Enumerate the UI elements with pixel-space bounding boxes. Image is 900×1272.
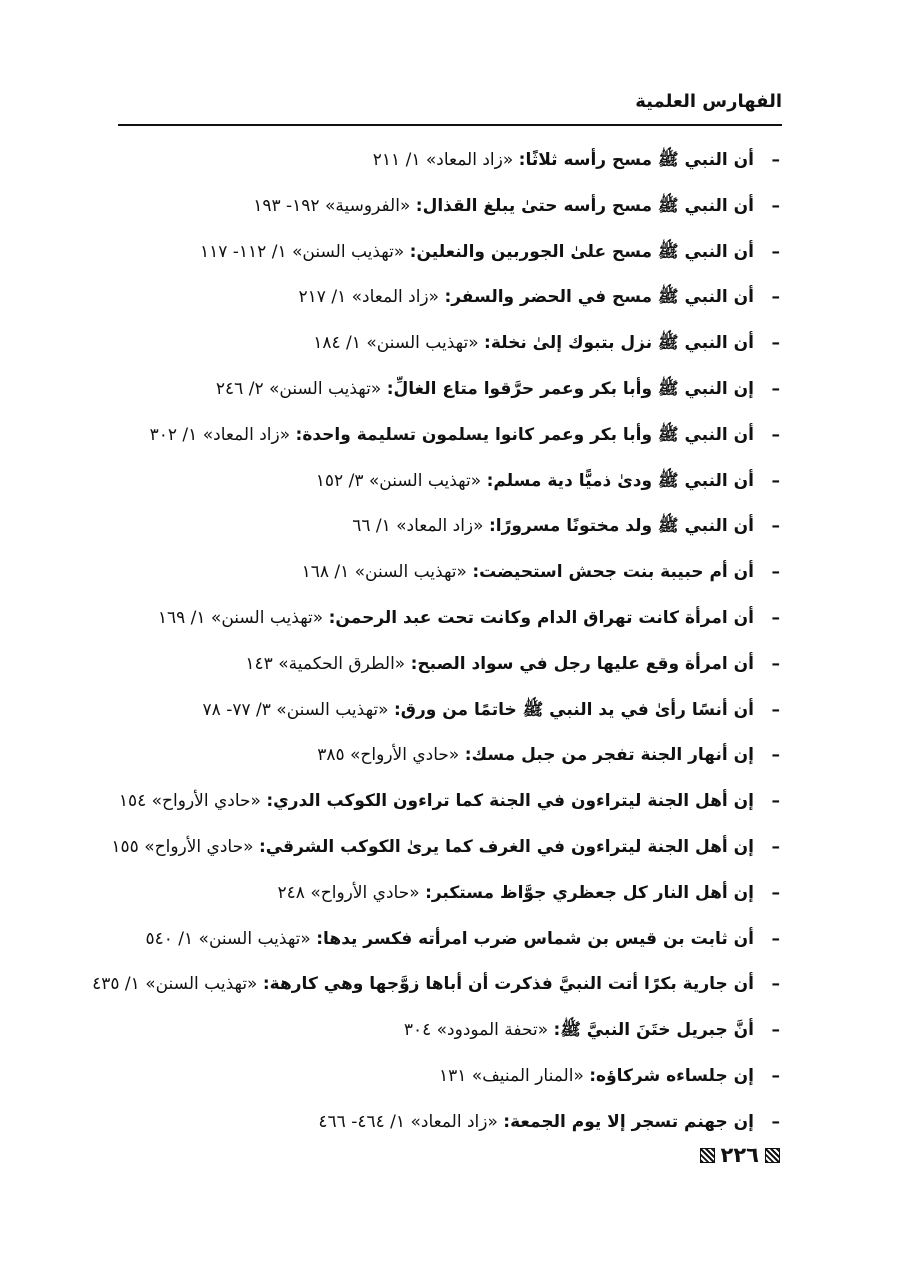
entry-source-reference: «زاد المعاد» ١/ ٢١٧ xyxy=(298,287,440,308)
index-entry xyxy=(100,871,780,917)
entry-source-reference: «حادي الأرواح» ٢٤٨ xyxy=(277,882,420,903)
entry-dash-icon: – xyxy=(771,836,780,857)
entry-hadith-text: إن جهنم تسجر إلا يوم الجمعة: xyxy=(503,1111,754,1132)
index-entry xyxy=(100,688,780,734)
entry-source-reference: «تهذيب السنن» ١/ ١٦٩ xyxy=(157,607,324,628)
entry-dash-icon: – xyxy=(771,745,780,766)
entry-source-reference: «حادي الأرواح» ١٥٥ xyxy=(111,836,254,857)
entry-dash-icon: – xyxy=(771,562,780,583)
entry-hadith-text: أن امرأة كانت تهراق الدام وكانت تحت عبد الرحمن: xyxy=(328,607,754,628)
page-number: ٢٢٦ xyxy=(720,1143,759,1167)
entry-dash-icon: – xyxy=(771,653,780,674)
entry-dash-icon: – xyxy=(771,791,780,812)
index-entry xyxy=(100,1008,780,1054)
entry-dash-icon: – xyxy=(771,928,780,949)
entry-hadith-text: إن النبي ﷺ وأبا بكر وعمر حرَّقوا متاع الغالِّ: xyxy=(386,378,754,399)
entry-source-reference: «زاد المعاد» ١/ ٢١١ xyxy=(372,150,514,170)
entry-hadith-text: أن النبي ﷺ ولد مختونًا مسرورًا: xyxy=(488,516,754,537)
entry-hadith-text: إن أنهار الجنة تفجر من جبل مسك: xyxy=(464,745,754,766)
index-entry-list xyxy=(92,138,780,1146)
entry-source-reference: «زاد المعاد» ١/ ٤٦٤- ٤٦٦ xyxy=(318,1111,498,1132)
ornament-left-icon xyxy=(700,1148,715,1163)
entry-source-reference: «تهذيب السنن» ٢/ ٢٤٦ xyxy=(215,378,382,399)
entry-dash-icon: – xyxy=(771,333,780,354)
entry-hadith-text: أن ثابت بن قيس بن شماس ضرب امرأته فكسر يدها: xyxy=(316,928,754,949)
index-entry xyxy=(100,596,780,642)
entry-source-reference: «المنار المنيف» ١٣١ xyxy=(438,1065,584,1086)
index-entry xyxy=(100,275,780,321)
entry-source-reference: «تهذيب السنن» ١/ ٥٤٠ xyxy=(145,928,311,949)
entry-source-reference: «تحفة المودود» ٣٠٤ xyxy=(403,1020,549,1041)
entry-source-reference: «تهذيب السنن» ١/ ١١٢- ١١٧ xyxy=(199,241,405,262)
entry-hadith-text: أن النبي ﷺ مسح في الحضر والسفر: xyxy=(444,287,754,308)
entry-hadith-text: أن النبي ﷺ نزل بتبوك إلىٰ نخلة: xyxy=(484,333,754,354)
entry-dash-icon: – xyxy=(771,1020,780,1041)
entry-hadith-text: أن النبي ﷺ ودىٰ ذميًّا دية مسلم: xyxy=(486,470,754,491)
entry-hadith-text: إن أهل الجنة ليتراءون في الجنة كما تراءون الكوكب الدري: xyxy=(266,791,754,812)
entry-hadith-text: أن جارية بكرًا أتت النبيَّ فذكرت أن أباها زوَّجها وهي كارهة: xyxy=(262,974,754,995)
entry-dash-icon: – xyxy=(771,470,780,491)
entry-source-reference: «تهذيب السنن» ١/ ٤٣٥ xyxy=(92,974,258,995)
index-entry xyxy=(100,459,780,505)
index-entry xyxy=(100,367,780,413)
entry-dash-icon: – xyxy=(771,241,780,262)
entry-hadith-text: أن النبي ﷺ مسح رأسه حتىٰ يبلغ القذال: xyxy=(415,195,754,216)
index-entry xyxy=(100,917,780,963)
entry-source-reference: «زاد المعاد» ١/ ٦٦ xyxy=(352,516,484,537)
index-entry xyxy=(100,733,780,779)
index-entry xyxy=(100,321,780,367)
running-header-title: الفهارس العلمية xyxy=(635,91,782,112)
index-entry xyxy=(100,825,780,871)
entry-source-reference: «تهذيب السنن» ٣/ ٧٧- ٧٨ xyxy=(202,699,389,720)
ornament-right-icon xyxy=(765,1148,780,1163)
entry-source-reference: «الفروسية» ١٩٢- ١٩٣ xyxy=(253,195,411,216)
index-entry xyxy=(92,962,780,1008)
entry-dash-icon: – xyxy=(771,699,780,720)
entry-hadith-text: أن النبي ﷺ مسح رأسه ثلاثًا: xyxy=(518,150,754,170)
index-entry xyxy=(100,1054,780,1100)
entry-dash-icon: – xyxy=(771,882,780,903)
index-entry xyxy=(100,138,780,184)
entry-source-reference: «حادي الأرواح» ٣٨٥ xyxy=(317,745,460,766)
page-footer xyxy=(700,1143,780,1167)
entry-source-reference: «الطرق الحكمية» ١٤٣ xyxy=(245,653,406,674)
entry-source-reference: «تهذيب السنن» ١/ ١٦٨ xyxy=(301,562,467,583)
entry-hadith-text: إن أهل النار كل جعظري جوَّاظ مستكبر: xyxy=(425,882,754,903)
entry-dash-icon: – xyxy=(771,974,780,995)
index-entry xyxy=(100,184,780,230)
entry-hadith-text: أن أم حبيبة بنت جحش استحيضت: xyxy=(472,562,754,583)
entry-dash-icon: – xyxy=(771,195,780,216)
header-divider xyxy=(118,124,782,126)
index-entry xyxy=(100,230,780,276)
entry-dash-icon: – xyxy=(771,287,780,308)
entry-hadith-text: إن أهل الجنة ليتراءون في الغرف كما يرىٰ الكوكب الشرقي: xyxy=(258,836,754,857)
entry-dash-icon: – xyxy=(771,1111,780,1132)
entry-dash-icon: – xyxy=(771,424,780,445)
entry-hadith-text: أن أنسًا رأىٰ في يد النبي ﷺ خاتمًا من ورق: xyxy=(393,699,754,720)
index-entry xyxy=(100,413,780,459)
entry-dash-icon: – xyxy=(771,150,780,170)
entry-dash-icon: – xyxy=(771,516,780,537)
entry-hadith-text: أنَّ جبريل ختَنَ النبيَّ ﷺ: xyxy=(553,1020,754,1041)
entry-hadith-text: إن جلساءه شركاؤه: xyxy=(589,1065,754,1086)
index-entry xyxy=(100,504,780,550)
entry-dash-icon: – xyxy=(771,607,780,628)
entry-dash-icon: – xyxy=(771,1065,780,1086)
index-entry xyxy=(100,779,780,825)
entry-hadith-text: أن النبي ﷺ وأبا بكر وعمر كانوا يسلمون تسليمة واحدة: xyxy=(295,424,754,445)
index-entry xyxy=(100,550,780,596)
entry-source-reference: «تهذيب السنن» ١/ ١٨٤ xyxy=(313,333,479,354)
entry-source-reference: «حادي الأرواح» ١٥٤ xyxy=(118,791,261,812)
entry-source-reference: «تهذيب السنن» ٣/ ١٥٢ xyxy=(315,470,482,491)
entry-source-reference: «زاد المعاد» ١/ ٣٠٢ xyxy=(149,424,291,445)
index-entry xyxy=(100,642,780,688)
index-entry xyxy=(100,1100,780,1146)
entry-dash-icon: – xyxy=(771,378,780,399)
entry-hadith-text: أن امرأة وقع عليها رجل في سواد الصبح: xyxy=(410,653,754,674)
entry-hadith-text: أن النبي ﷺ مسح علىٰ الجوربين والنعلين: xyxy=(409,241,754,262)
